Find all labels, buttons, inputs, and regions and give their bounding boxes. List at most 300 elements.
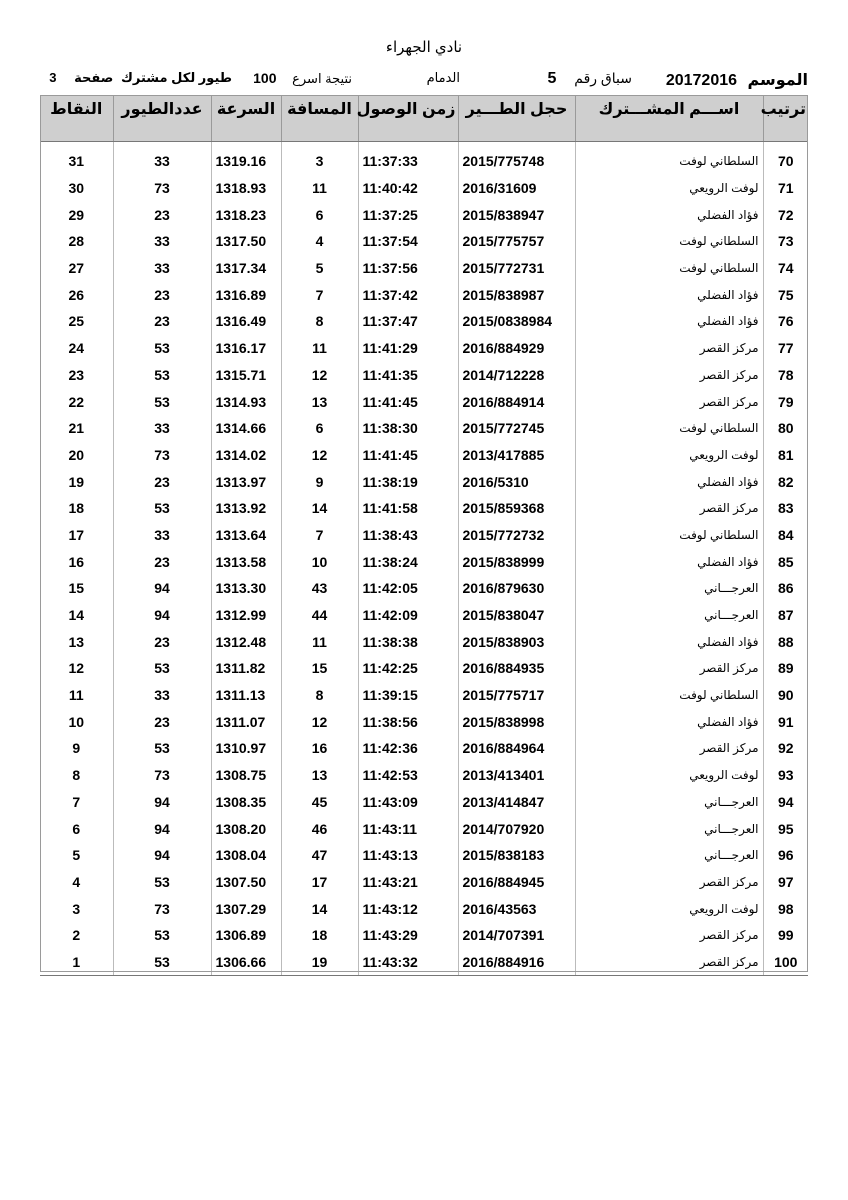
cell-speed: 1316.49	[211, 308, 281, 335]
cell-birds: 94	[113, 789, 211, 816]
table-row	[40, 201, 808, 228]
cell-arrival: 11:43:11	[358, 815, 458, 842]
cell-name: مركز القصر	[575, 869, 763, 896]
table-row	[40, 815, 808, 842]
table-row	[40, 735, 808, 762]
cell-rank: 79	[763, 388, 808, 415]
cell-ring: 2016/884914	[458, 388, 575, 415]
cell-rank: 75	[763, 281, 808, 308]
cell-distance: 16	[281, 735, 358, 762]
cell-arrival: 11:37:56	[358, 255, 458, 282]
cell-distance: 6	[281, 415, 358, 442]
birds-per-member-label: طيور لكل مشترك	[120, 70, 232, 85]
cell-ring: 2013/417885	[458, 442, 575, 469]
cell-birds: 33	[113, 228, 211, 255]
cell-distance: 17	[281, 869, 358, 896]
cell-name: السلطاني لوفت	[575, 415, 763, 442]
col-points-header: النقاط	[40, 95, 113, 142]
fastest-label: نتيجة اسرع	[292, 71, 352, 86]
cell-name: مركز القصر	[575, 388, 763, 415]
cell-speed: 1314.66	[211, 415, 281, 442]
cell-name: لوفت الرويعي	[575, 762, 763, 789]
table-row	[40, 148, 808, 175]
table-row	[40, 628, 808, 655]
cell-birds: 23	[113, 548, 211, 575]
cell-rank: 71	[763, 175, 808, 202]
cell-ring: 2014/707920	[458, 815, 575, 842]
cell-birds: 73	[113, 175, 211, 202]
cell-arrival: 11:42:05	[358, 575, 458, 602]
cell-name: لوفت الرويعي	[575, 175, 763, 202]
cell-distance: 12	[281, 362, 358, 389]
cell-speed: 1313.64	[211, 522, 281, 549]
cell-arrival: 11:37:25	[358, 201, 458, 228]
cell-ring: 2016/884964	[458, 735, 575, 762]
cell-points: 7	[72, 793, 81, 810]
cell-birds: 33	[113, 682, 211, 709]
cell-arrival: 11:43:13	[358, 842, 458, 869]
cell-ring: 2013/414847	[458, 789, 575, 816]
cell-rank: 83	[763, 495, 808, 522]
cell-arrival: 11:43:21	[358, 869, 458, 896]
cell-name: السلطاني لوفت	[575, 255, 763, 282]
cell-birds: 94	[113, 815, 211, 842]
table-row	[40, 922, 808, 949]
cell-ring: 2015/838903	[458, 628, 575, 655]
cell-distance: 18	[281, 922, 358, 949]
cell-ring: 2015/838183	[458, 842, 575, 869]
cell-points: 22	[68, 393, 85, 410]
cell-speed: 1306.89	[211, 922, 281, 949]
cell-distance: 13	[281, 388, 358, 415]
cell-points: 17	[68, 526, 85, 543]
cell-birds: 53	[113, 735, 211, 762]
cell-distance: 44	[281, 602, 358, 629]
cell-ring: 2015/859368	[458, 495, 575, 522]
cell-arrival: 11:38:30	[358, 415, 458, 442]
cell-points: 14	[68, 607, 85, 624]
cell-arrival: 11:41:45	[358, 442, 458, 469]
cell-arrival: 11:37:47	[358, 308, 458, 335]
cell-name: فؤاد الفضلي	[575, 548, 763, 575]
table-row	[40, 281, 808, 308]
table-row	[40, 949, 808, 976]
cell-ring: 2014/712228	[458, 362, 575, 389]
race-number: 5	[547, 70, 557, 87]
table-row	[40, 522, 808, 549]
cell-points: 21	[68, 420, 85, 437]
cell-arrival: 11:43:09	[358, 789, 458, 816]
cell-birds: 33	[113, 148, 211, 175]
cell-ring: 2015/0838984	[458, 308, 575, 335]
cell-rank: 96	[763, 842, 808, 869]
cell-speed: 1313.30	[211, 575, 281, 602]
cell-ring: 2015/772731	[458, 255, 575, 282]
cell-rank: 95	[763, 815, 808, 842]
cell-arrival: 11:43:32	[358, 949, 458, 976]
season-value: 20172016	[665, 72, 738, 89]
table-row	[40, 335, 808, 362]
cell-speed: 1312.48	[211, 628, 281, 655]
cell-distance: 14	[281, 495, 358, 522]
cell-name: السلطاني لوفت	[575, 682, 763, 709]
cell-name: فؤاد الفضلي	[575, 628, 763, 655]
cell-ring: 2016/884929	[458, 335, 575, 362]
page-info	[49, 70, 232, 86]
table-row	[40, 415, 808, 442]
cell-name: العرجـــاني	[575, 842, 763, 869]
col-name-header: اســـم المشـــترك	[575, 95, 763, 142]
col-ring-header: حجل الطـــير	[458, 95, 575, 142]
cell-ring: 2015/772745	[458, 415, 575, 442]
race-info	[520, 70, 632, 88]
cell-rank: 82	[763, 468, 808, 495]
cell-rank: 86	[763, 575, 808, 602]
cell-points: 30	[68, 180, 85, 197]
cell-distance: 45	[281, 789, 358, 816]
cell-points: 12	[68, 660, 85, 677]
cell-distance: 3	[281, 148, 358, 175]
cell-points: 19	[68, 473, 85, 490]
table-row	[40, 869, 808, 896]
cell-speed: 1308.04	[211, 842, 281, 869]
cell-points: 23	[68, 366, 85, 383]
cell-points: 16	[68, 553, 85, 570]
cell-points: 1	[40, 949, 113, 976]
cell-birds: 73	[113, 442, 211, 469]
table-row	[40, 575, 808, 602]
table-row	[40, 548, 808, 575]
cell-speed: 1310.97	[211, 735, 281, 762]
cell-points: 26	[68, 286, 85, 303]
table-row	[40, 495, 808, 522]
cell-rank: 97	[763, 869, 808, 896]
cell-distance: 15	[281, 655, 358, 682]
cell-name: مركز القصر	[575, 655, 763, 682]
cell-rank: 77	[763, 335, 808, 362]
season-label: الموسم	[747, 72, 808, 89]
cell-speed: 1313.92	[211, 495, 281, 522]
cell-arrival: 11:43:29	[358, 922, 458, 949]
cell-arrival: 11:37:42	[358, 281, 458, 308]
cell-arrival: 11:42:36	[358, 735, 458, 762]
cell-speed: 1316.17	[211, 335, 281, 362]
cell-birds: 33	[113, 522, 211, 549]
cell-speed: 1312.99	[211, 602, 281, 629]
cell-rank: 93	[763, 762, 808, 789]
cell-rank: 72	[763, 201, 808, 228]
cell-arrival: 11:37:33	[358, 148, 458, 175]
cell-name: العرجـــاني	[575, 789, 763, 816]
cell-rank: 89	[763, 655, 808, 682]
table-row	[40, 682, 808, 709]
cell-points: 6	[72, 820, 81, 837]
cell-points: 5	[72, 847, 81, 864]
cell-distance: 12	[281, 708, 358, 735]
cell-speed: 1313.97	[211, 468, 281, 495]
cell-ring: 2015/838998	[458, 708, 575, 735]
table-row	[40, 842, 808, 869]
cell-distance: 13	[281, 762, 358, 789]
cell-distance: 8	[281, 682, 358, 709]
cell-speed: 1307.50	[211, 869, 281, 896]
cell-speed: 1308.20	[211, 815, 281, 842]
cell-points: 8	[72, 767, 81, 784]
cell-arrival: 11:39:15	[358, 682, 458, 709]
cell-arrival: 11:38:56	[358, 708, 458, 735]
cell-arrival: 11:42:25	[358, 655, 458, 682]
cell-rank: 90	[763, 682, 808, 709]
cell-points: 20	[68, 446, 85, 463]
cell-ring: 2015/775717	[458, 682, 575, 709]
cell-rank: 88	[763, 628, 808, 655]
cell-birds: 53	[113, 495, 211, 522]
cell-arrival: 11:40:42	[358, 175, 458, 202]
cell-arrival: 11:41:29	[358, 335, 458, 362]
cell-speed: 1313.58	[211, 548, 281, 575]
cell-birds: 73	[113, 762, 211, 789]
cell-name: مركز القصر	[575, 335, 763, 362]
cell-birds: 53	[113, 362, 211, 389]
cell-points: 27	[68, 260, 85, 277]
cell-birds: 53	[113, 388, 211, 415]
cell-rank: 87	[763, 602, 808, 629]
table-header-row	[40, 95, 808, 142]
cell-ring: 2014/707391	[458, 922, 575, 949]
cell-distance: 43	[281, 575, 358, 602]
page-number: 3	[49, 70, 57, 85]
cell-points: 13	[68, 633, 85, 650]
cell-points: 29	[68, 206, 85, 223]
fastest-count: 100	[253, 70, 277, 86]
cell-ring: 2015/838947	[458, 201, 575, 228]
cell-speed: 1318.23	[211, 201, 281, 228]
col-birds-header: عددالطيور	[113, 95, 211, 142]
cell-speed: 1307.29	[211, 895, 281, 922]
table-row	[40, 388, 808, 415]
cell-name: مركز القصر	[575, 922, 763, 949]
cell-rank: 76	[763, 308, 808, 335]
cell-speed: 1311.13	[211, 682, 281, 709]
cell-speed: 1317.50	[211, 228, 281, 255]
table-row	[40, 655, 808, 682]
cell-speed: 1308.35	[211, 789, 281, 816]
cell-birds: 53	[113, 335, 211, 362]
cell-distance: 19	[281, 949, 358, 976]
cell-arrival: 11:37:54	[358, 228, 458, 255]
cell-birds: 73	[113, 895, 211, 922]
col-rank-header: ترتيب	[763, 95, 808, 142]
cell-distance: 6	[281, 201, 358, 228]
cell-speed: 1315.71	[211, 362, 281, 389]
race-city: الدمام	[426, 70, 460, 85]
cell-arrival: 11:41:35	[358, 362, 458, 389]
cell-arrival: 11:38:38	[358, 628, 458, 655]
cell-birds: 53	[113, 869, 211, 896]
cell-points: 3	[72, 900, 81, 917]
cell-speed: 1314.93	[211, 388, 281, 415]
cell-ring: 2016/879630	[458, 575, 575, 602]
cell-birds: 53	[113, 655, 211, 682]
club-title: نادي الجهراء	[385, 39, 463, 56]
race-label: سباق رقم	[574, 70, 632, 86]
cell-distance: 46	[281, 815, 358, 842]
cell-distance: 11	[281, 175, 358, 202]
cell-rank: 74	[763, 255, 808, 282]
cell-rank: 73	[763, 228, 808, 255]
cell-name: فؤاد الفضلي	[575, 281, 763, 308]
cell-points: 15	[68, 580, 85, 597]
cell-rank: 99	[763, 922, 808, 949]
cell-distance: 14	[281, 895, 358, 922]
cell-birds: 53	[113, 949, 211, 976]
cell-name: السلطاني لوفت	[575, 148, 763, 175]
cell-distance: 10	[281, 548, 358, 575]
cell-speed: 1311.82	[211, 655, 281, 682]
cell-rank: 85	[763, 548, 808, 575]
cell-arrival: 11:43:12	[358, 895, 458, 922]
cell-ring: 2016/884945	[458, 869, 575, 896]
cell-speed: 1318.93	[211, 175, 281, 202]
table-row	[40, 762, 808, 789]
table-row	[40, 308, 808, 335]
cell-rank: 81	[763, 442, 808, 469]
cell-birds: 94	[113, 575, 211, 602]
cell-name: العرجـــاني	[575, 575, 763, 602]
cell-ring: 2016/884935	[458, 655, 575, 682]
cell-ring: 2015/775748	[458, 148, 575, 175]
cell-name: مركز القصر	[575, 362, 763, 389]
cell-name: مركز القصر	[575, 949, 763, 976]
season-info	[651, 70, 808, 90]
cell-name: مركز القصر	[575, 735, 763, 762]
cell-birds: 23	[113, 201, 211, 228]
fastest-info	[242, 70, 352, 87]
cell-birds: 23	[113, 628, 211, 655]
cell-points: 24	[68, 340, 85, 357]
table-row	[40, 602, 808, 629]
cell-arrival: 11:38:43	[358, 522, 458, 549]
cell-points: 18	[68, 500, 85, 517]
cell-speed: 1316.89	[211, 281, 281, 308]
table-row	[40, 789, 808, 816]
cell-speed: 1319.16	[211, 148, 281, 175]
cell-rank: 98	[763, 895, 808, 922]
cell-rank: 92	[763, 735, 808, 762]
cell-distance: 8	[281, 308, 358, 335]
cell-ring: 2015/775757	[458, 228, 575, 255]
cell-birds: 23	[113, 281, 211, 308]
cell-name: لوفت الرويعي	[575, 895, 763, 922]
cell-points: 9	[72, 740, 81, 757]
cell-birds: 33	[113, 255, 211, 282]
cell-points: 28	[68, 233, 85, 250]
cell-birds: 23	[113, 708, 211, 735]
table-row	[40, 255, 808, 282]
cell-rank: 100	[763, 949, 808, 976]
col-arrival-header: زمن الوصول	[358, 95, 458, 142]
cell-points: 10	[68, 713, 85, 730]
cell-arrival: 11:38:19	[358, 468, 458, 495]
cell-ring: 2015/772732	[458, 522, 575, 549]
cell-distance: 12	[281, 442, 358, 469]
table-row	[40, 442, 808, 469]
cell-name: فؤاد الفضلي	[575, 308, 763, 335]
cell-name: العرجـــاني	[575, 815, 763, 842]
cell-name: لوفت الرويعي	[575, 442, 763, 469]
cell-name: السلطاني لوفت	[575, 522, 763, 549]
cell-speed: 1317.34	[211, 255, 281, 282]
cell-speed: 1308.75	[211, 762, 281, 789]
cell-rank: 94	[763, 789, 808, 816]
cell-speed: 1306.66	[211, 949, 281, 976]
table-row	[40, 175, 808, 202]
cell-distance: 47	[281, 842, 358, 869]
cell-ring: 2015/838047	[458, 602, 575, 629]
cell-distance: 11	[281, 335, 358, 362]
cell-name: السلطاني لوفت	[575, 228, 763, 255]
cell-rank: 78	[763, 362, 808, 389]
cell-speed: 1311.07	[211, 708, 281, 735]
cell-rank: 91	[763, 708, 808, 735]
cell-distance: 5	[281, 255, 358, 282]
cell-name: فؤاد الفضلي	[575, 708, 763, 735]
table-row	[40, 228, 808, 255]
cell-arrival: 11:42:09	[358, 602, 458, 629]
cell-birds: 23	[113, 468, 211, 495]
cell-rank: 84	[763, 522, 808, 549]
cell-birds: 94	[113, 842, 211, 869]
cell-distance: 11	[281, 628, 358, 655]
table-row	[40, 708, 808, 735]
cell-points: 11	[68, 687, 84, 704]
cell-speed: 1314.02	[211, 442, 281, 469]
cell-arrival: 11:42:53	[358, 762, 458, 789]
cell-points: 2	[72, 927, 81, 944]
cell-birds: 94	[113, 602, 211, 629]
cell-ring: 2013/413401	[458, 762, 575, 789]
cell-ring: 2016/31609	[458, 175, 575, 202]
results-table	[40, 95, 808, 976]
cell-points: 31	[68, 153, 85, 170]
cell-name: فؤاد الفضلي	[575, 468, 763, 495]
cell-birds: 53	[113, 922, 211, 949]
page-label: صفحة	[74, 70, 114, 85]
cell-birds: 33	[113, 415, 211, 442]
cell-distance: 7	[281, 522, 358, 549]
col-speed-header: السرعة	[211, 95, 281, 142]
cell-distance: 4	[281, 228, 358, 255]
cell-name: مركز القصر	[575, 495, 763, 522]
cell-ring: 2016/5310	[458, 468, 575, 495]
cell-distance: 7	[281, 281, 358, 308]
cell-distance: 9	[281, 468, 358, 495]
cell-name: فؤاد الفضلي	[575, 201, 763, 228]
cell-rank: 80	[763, 415, 808, 442]
results-body	[40, 142, 808, 976]
cell-rank: 70	[763, 148, 808, 175]
table-row	[40, 895, 808, 922]
cell-birds: 23	[113, 308, 211, 335]
col-distance-header: المسافة	[281, 95, 358, 142]
table-row	[40, 468, 808, 495]
cell-ring: 2015/838999	[458, 548, 575, 575]
cell-arrival: 11:41:58	[358, 495, 458, 522]
cell-arrival: 11:41:45	[358, 388, 458, 415]
cell-arrival: 11:38:24	[358, 548, 458, 575]
table-row	[40, 362, 808, 389]
cell-ring: 2015/838987	[458, 281, 575, 308]
